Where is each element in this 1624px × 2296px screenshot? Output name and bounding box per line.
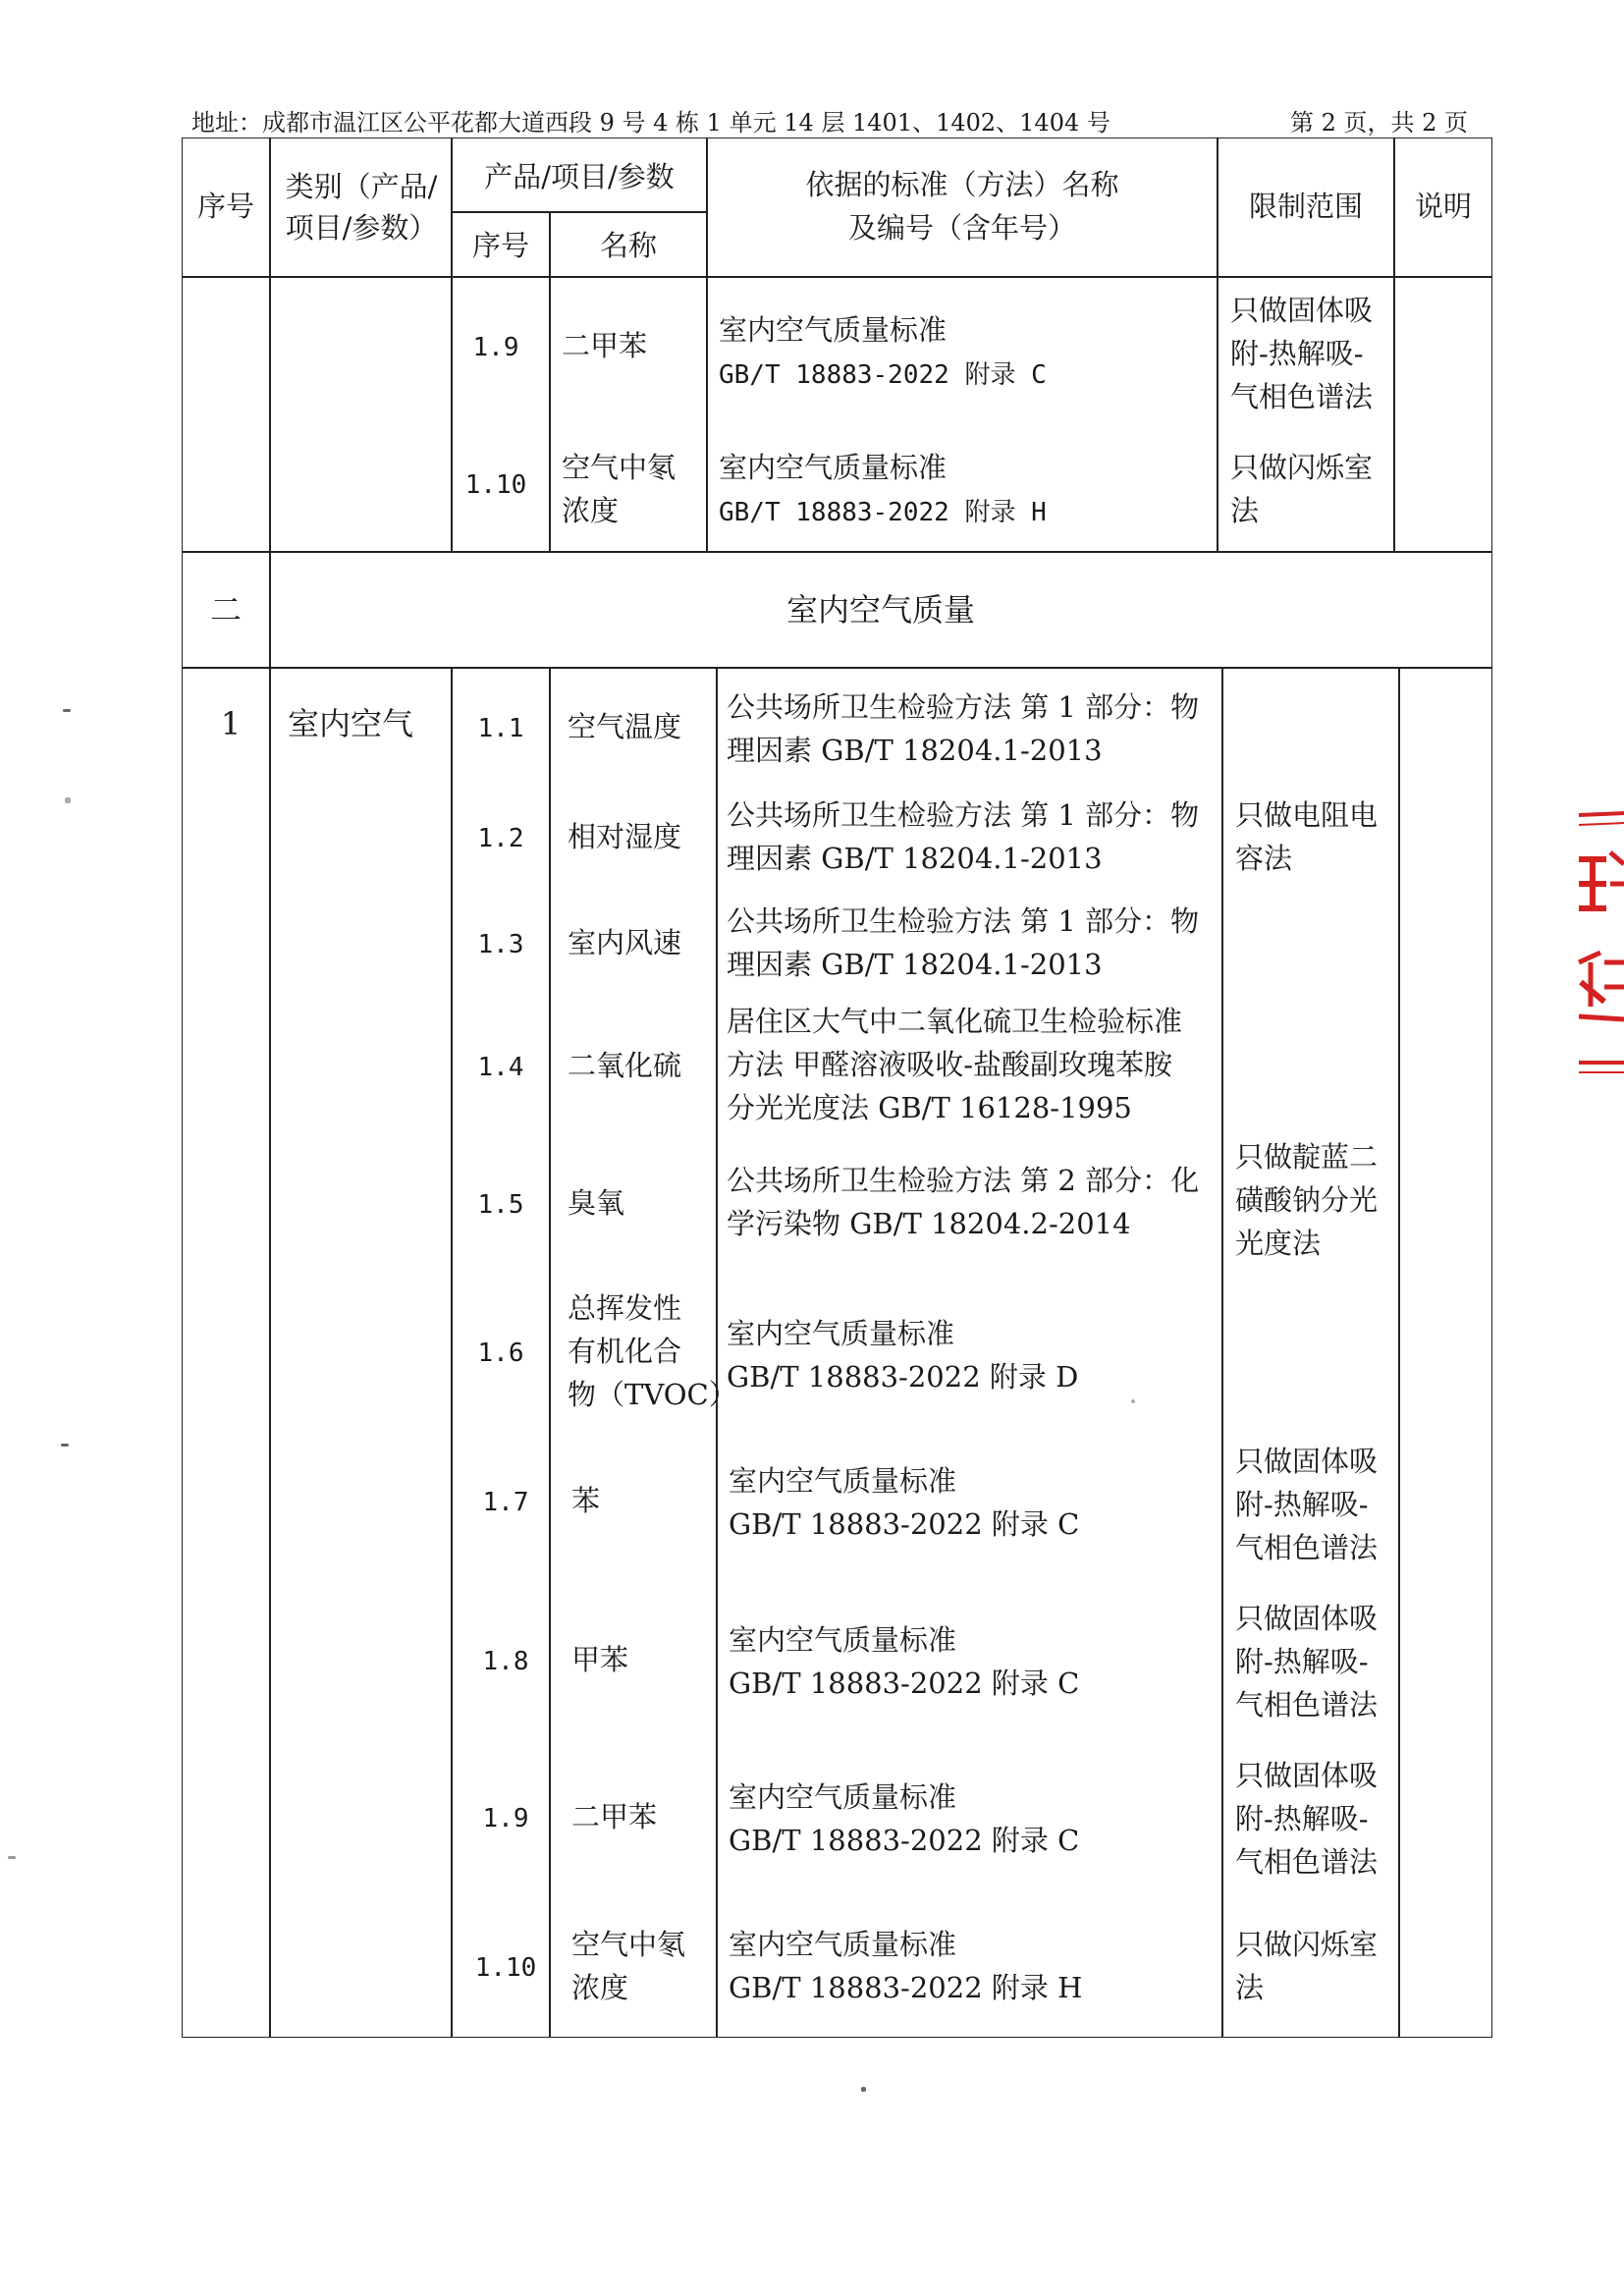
scan-speck: [63, 709, 71, 712]
row-seq: 1.9: [482, 1804, 529, 1833]
col-sub-seq: 序号: [471, 229, 530, 262]
row-seq: 1.4: [477, 1053, 524, 1082]
row-name: 物（TVOC）: [568, 1378, 737, 1411]
col-sub-name: 名称: [599, 229, 658, 262]
row-standard: 室内空气质量标准: [727, 1317, 955, 1350]
row-standard: 公共场所卫生检验方法 第 1 部分：物: [727, 690, 1200, 724]
row-standard: 室内空气质量标准: [729, 1623, 957, 1657]
group-number: 1: [220, 705, 242, 742]
row-standard: GB/T 18883-2022 附录 C: [729, 1667, 1080, 1700]
row-standard: 室内空气质量标准: [729, 1464, 957, 1498]
row-standard: 居住区大气中二氧化硫卫生检验标准: [727, 1005, 1183, 1038]
row-standard: GB/T 18883-2022 附录 H: [729, 1971, 1083, 2004]
row-standard: 学污染物 GB/T 18204.2-2014: [727, 1207, 1131, 1240]
row-standard: 公共场所卫生检验方法 第 1 部分：物: [727, 904, 1200, 938]
limit-humidity: 容法: [1235, 842, 1293, 875]
top-row-limit: 只做闪烁室: [1230, 451, 1374, 484]
limit-xylene: 附-热解吸-: [1235, 1802, 1369, 1835]
address-text: 地址：成都市温江区公平花都大道西段 9 号 4 栋 1 单元 14 层 1401、1402、1404 号: [191, 109, 1110, 137]
limit-benzene: 附-热解吸-: [1235, 1488, 1369, 1521]
row-seq: 1.5: [477, 1190, 524, 1220]
row-name: 空气中氡: [571, 1928, 686, 1961]
page-header: [191, 103, 1468, 138]
top-row-standard-code: GB/T 18883-2022 附录 C: [719, 360, 1047, 390]
col-standard-line2: 及编号（含年号）: [847, 211, 1077, 245]
row-standard: GB/T 18883-2022 附录 C: [729, 1824, 1080, 1857]
row-standard: 理因素 GB/T 18204.1-2013: [727, 734, 1103, 767]
red-seal-fragment: [1571, 805, 1624, 1080]
section-title: 室内空气质量: [785, 591, 976, 629]
row-name: 臭氧: [568, 1186, 625, 1220]
scan-speck: [65, 797, 71, 803]
row-standard: 方法 甲醛溶液吸收-盐酸副玫瑰苯胺: [727, 1048, 1173, 1081]
limit-toluene: 附-热解吸-: [1235, 1645, 1369, 1678]
row-seq: 1.1: [477, 714, 524, 743]
row-standard: GB/T 18883-2022 附录 D: [727, 1360, 1079, 1394]
row-standard: 公共场所卫生检验方法 第 2 部分：化: [727, 1164, 1200, 1197]
row-seq: 1.2: [477, 824, 524, 853]
row-standard: 理因素 GB/T 18204.1-2013: [727, 842, 1103, 875]
top-row-standard: 室内空气质量标准: [719, 451, 947, 484]
limit-benzene: 只做固体吸: [1235, 1445, 1379, 1478]
scan-speck: [61, 1444, 69, 1447]
limit-ozone: 光度法: [1235, 1227, 1322, 1260]
row-standard: 分光光度法 GB/T 16128-1995: [727, 1091, 1132, 1124]
limit-toluene: 只做固体吸: [1235, 1602, 1379, 1635]
scan-speck: [8, 1856, 16, 1859]
limit-benzene: 气相色谱法: [1235, 1531, 1379, 1564]
row-standard: 理因素 GB/T 18204.1-2013: [727, 948, 1103, 981]
row-standard: 室内空气质量标准: [729, 1780, 957, 1814]
col-category-line2: 项目/参数）: [285, 211, 438, 245]
row-seq: 1.10: [474, 1953, 537, 1983]
top-row-limit: 气相色谱法: [1230, 380, 1374, 413]
top-row-seq: 1.9: [472, 333, 519, 362]
row-name: 二氧化硫: [568, 1049, 682, 1082]
col-standard-line1: 依据的标准（方法）名称: [805, 168, 1119, 201]
row-name: 浓度: [571, 1971, 629, 2004]
limit-ozone: 只做靛蓝二: [1235, 1140, 1379, 1174]
top-row-limit: 只做固体吸: [1230, 294, 1374, 327]
section-number: 二: [209, 591, 243, 629]
limit-radon: 只做闪烁室: [1235, 1928, 1379, 1961]
row-standard: 公共场所卫生检验方法 第 1 部分：物: [727, 798, 1200, 832]
row-name: 有机化合: [568, 1335, 682, 1368]
group-category: 室内空气: [288, 705, 414, 742]
col-note: 说明: [1414, 190, 1473, 223]
row-name: 室内风速: [568, 926, 682, 959]
row-name: 二甲苯: [571, 1800, 658, 1833]
row-standard: 室内空气质量标准: [729, 1928, 957, 1961]
scan-speck: [1131, 1399, 1135, 1403]
row-seq: 1.8: [482, 1647, 529, 1676]
top-row-name: 二甲苯: [562, 329, 648, 362]
col-product-group: 产品/项目/参数: [484, 160, 675, 193]
row-seq: 1.7: [482, 1488, 529, 1517]
col-limit: 限制范围: [1248, 190, 1364, 223]
limit-toluene: 气相色谱法: [1235, 1688, 1379, 1722]
limit-ozone: 磺酸钠分光: [1235, 1183, 1379, 1217]
top-row-limit: 法: [1230, 494, 1260, 527]
top-row-seq: 1.10: [464, 470, 527, 500]
row-name: 苯: [571, 1484, 601, 1517]
limit-radon: 法: [1235, 1971, 1265, 2004]
limit-xylene: 只做固体吸: [1235, 1759, 1379, 1792]
row-name: 空气温度: [568, 710, 682, 743]
scan-speck: [861, 2087, 866, 2092]
row-seq: 1.6: [477, 1339, 524, 1368]
row-seq: 1.3: [477, 930, 524, 959]
top-row-standard: 室内空气质量标准: [719, 313, 947, 347]
col-seq: 序号: [196, 190, 255, 223]
row-name: 总挥发性: [568, 1291, 682, 1325]
row-name: 甲苯: [571, 1643, 629, 1676]
accreditation-table: [182, 137, 1492, 2038]
top-row-name: 空气中氡: [562, 451, 677, 484]
limit-humidity: 只做电阻电: [1235, 798, 1379, 832]
limit-xylene: 气相色谱法: [1235, 1845, 1379, 1879]
row-name: 相对湿度: [568, 820, 682, 853]
page-number: 第 2 页，共 2 页: [1289, 109, 1468, 137]
top-row-limit: 附-热解吸-: [1230, 337, 1364, 370]
top-row-name: 浓度: [562, 494, 620, 527]
col-category-line1: 类别（产品/: [285, 170, 438, 203]
top-row-standard-code: GB/T 18883-2022 附录 H: [719, 498, 1047, 527]
row-standard: GB/T 18883-2022 附录 C: [729, 1507, 1080, 1541]
